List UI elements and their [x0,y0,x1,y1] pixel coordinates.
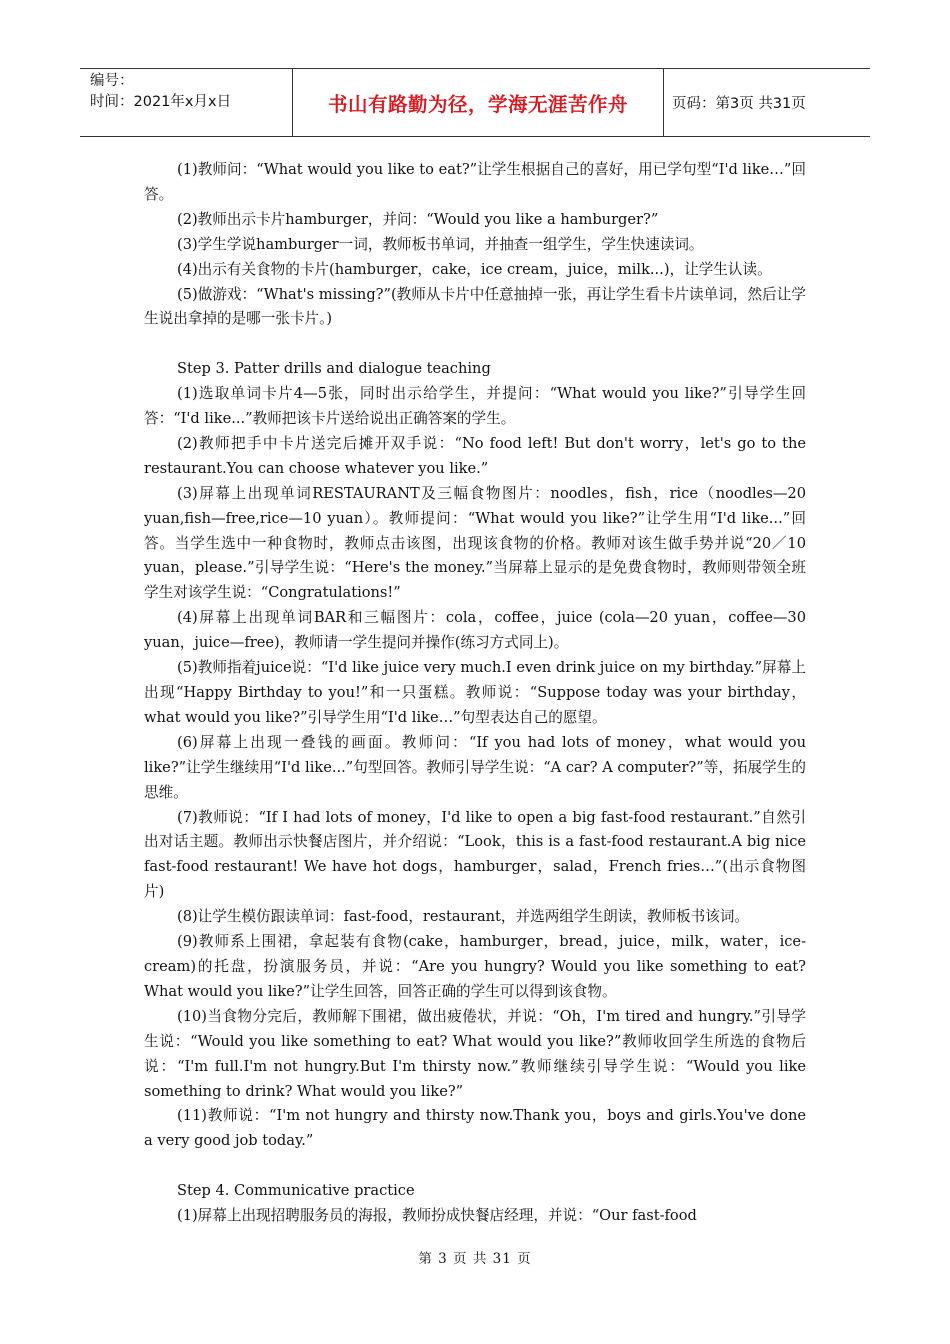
paragraph: (4)屏幕上出现单词BAR和三幅图片：cola，coffee，juice (cola—20 yuan，coffee—30 yuan，juice—free)，教师请一学生提问并操作(练习方式同上)。 [144,609,806,652]
number-label: 编号： [90,73,134,89]
header-motto: 书山有路勤为径，学海无涯苦作舟 [293,69,664,136]
paragraph: (4)出示有关食物的卡片(hamburger，cake，ice cream，juice，milk...)，让学生认读。 [177,260,772,278]
header-page-info: 页码：第3页 共31页 [672,96,806,112]
step-heading: Step 3. Patter drills and dialogue teaching [177,360,491,378]
document-body [144,158,806,1229]
paragraph: (1)选取单词卡片4—5张，同时出示给学生，并提问：“What would you like?”引导学生回答：“I'd like...”教师把该卡片送给说出正确答案的学生。 [144,385,806,428]
paragraph: (2)教师出示卡片hamburger，并问：“Would you like a hamburger?” [177,210,659,228]
paragraph: (1)教师问：“What would you like to eat?”让学生根据自己的喜好，用已学句型“I'd like…”回答。 [144,161,806,203]
paragraph: (2)教师把手中卡片送完后摊开双手说：“No food left! But don't worry，let's go to the restaurant.You can choose whatever you like.” [144,434,806,477]
paragraph: (6)屏幕上出现一叠钱的画面。教师问：“If you had lots of money，what would you like?”让学生继续用“I'd like...”句型回答。教师引导学生说：“A car? A computer?”等，拓展学生的思维。 [144,733,806,801]
header-meta [80,69,293,136]
paragraph: (3)学生学说hamburger一词，教师板书单词，并抽查一组学生，学生快速读词。 [177,235,704,253]
paragraph-gap [144,1154,806,1179]
paragraph: (7)教师说：“If I had lots of money，I'd like to open a big fast-food restaurant.”自然引出对话主题。教师出示快餐店图片，并介绍说：“Look，this is a fast-food restaurant.A big nice fast-food restaurant! We have hot dogs，hamburger，salad，French fries…”(出示食物图片) [144,808,806,901]
paragraph: (3)屏幕上出现单词RESTAURANT及三幅食物图片：noodles，fish，rice（noodles—20 yuan,fish—free,rice—10 yuan）。教师提问：“What would you like?”让学生用“I'd like...”回答。当学生选中一种食物时，教师点击该图，出现该食物的价格。教师对该生做手势并说“20／10 yuan，please.”引导学生说：“Here's the money.”当屏幕上显示的是免费食物时，教师则带领全班学生对该学生说：“Congratulations!” [144,484,806,602]
page-footer: 第 3 页 共 31 页 [418,1251,532,1267]
paragraph-gap [144,332,806,357]
paragraph: (1)屏幕上出现招聘服务员的海报，教师扮成快餐店经理，并说：“Our fast-food [177,1207,697,1225]
paragraph: (5)教师指着juice说：“I'd like juice very much.I even drink juice on my birthday.”屏幕上出现“Happy Birthday to you!”和一只蛋糕。教师说：“Suppose today was your birthday，what would you like?”引导学生用“I'd like…”句型表达自己的愿望。 [144,659,806,726]
step-heading: Step 4. Communicative practice [177,1182,415,1200]
page-header [80,68,870,137]
paragraph: (9)教师系上围裙，拿起装有食物(cake，hamburger，bread，juice，milk，water，ice-cream)的托盘，扮演服务员，并说：“Are you hungry? Would you like something to eat? What would you like?”让学生回答，回答正确的学生可以得到该食物。 [144,933,806,1000]
paragraph: (11)教师说：“I'm not hungry and thirsty now.Thank you，boys and girls.You've done a very good job today.” [144,1107,806,1150]
time-label: 时间：2021年x月x日 [90,94,232,110]
paragraph: (5)做游戏：“What's missing?”(教师从卡片中任意抽掉一张，再让学生看卡片读单词，然后让学生说出拿掉的是哪一张卡片。) [144,285,806,328]
paragraph: (10)当食物分完后，教师解下围裙，做出疲倦状，并说：“Oh，I'm tired and hungry.”引导学生说：“Would you like something to eat? What would you like?”教师收回学生所选的食物后说：“I'm full.I'm not hungry.But I'm thirsty now.”教师继续引导学生说：“Would you like something to drink? What would you like?” [144,1007,806,1100]
paragraph: (8)让学生模仿跟读单词：fast-food，restaurant，并选两组学生朗读，教师板书该词。 [177,908,750,926]
